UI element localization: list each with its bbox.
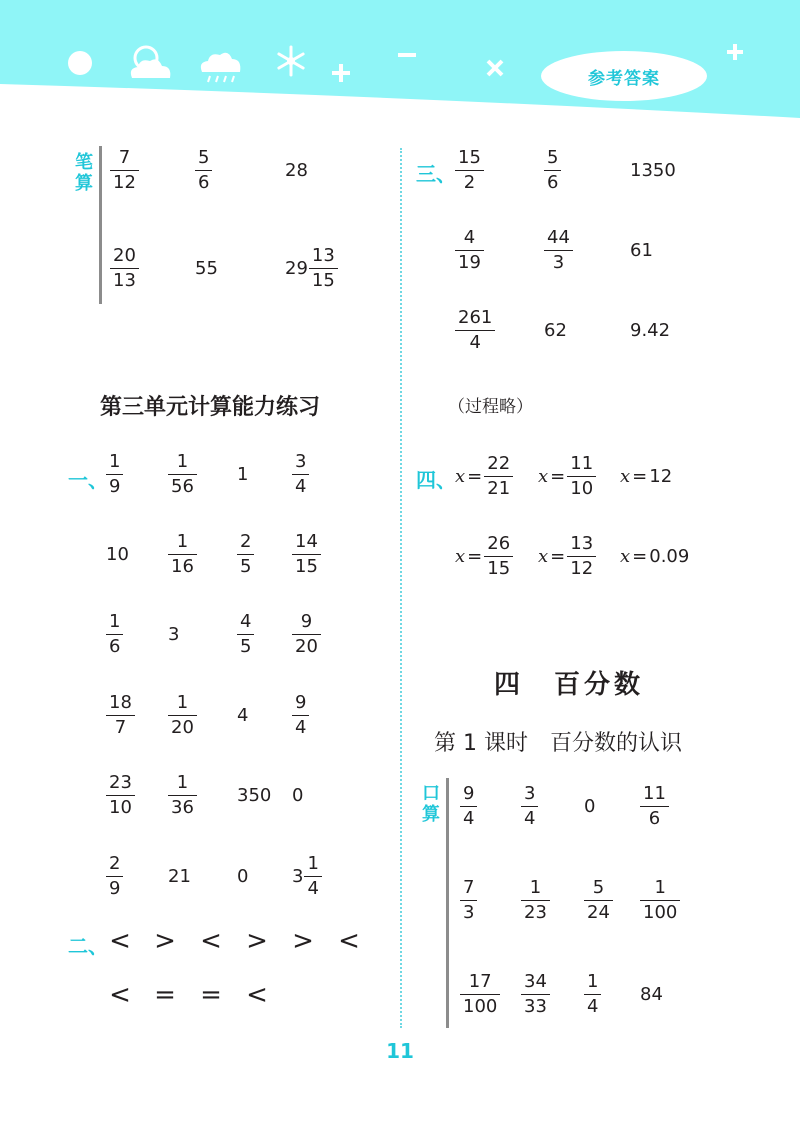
fraction-denominator: 5 [240, 635, 252, 657]
written-calc-label-char: 算 [75, 173, 93, 194]
answer-cell [460, 776, 477, 836]
fraction [521, 877, 550, 924]
fraction-numerator: 4 [463, 226, 476, 248]
process-omitted-note: （过程略） [448, 397, 533, 417]
fraction-denominator: 6 [547, 171, 559, 193]
answer-value: 3 [168, 623, 180, 645]
fraction [292, 451, 309, 498]
fraction-bar [292, 554, 321, 555]
fraction [640, 783, 669, 830]
fraction [584, 877, 613, 924]
oral-calc-label-char: 口 [422, 783, 440, 804]
fraction-denominator: 21 [487, 477, 511, 499]
fraction [168, 772, 197, 819]
answer-value: 10 [106, 543, 129, 565]
section-1-label: 一、 [68, 468, 108, 492]
fraction-bar [640, 806, 669, 807]
answer-cell [237, 846, 248, 906]
fraction-numerator: 5 [592, 876, 605, 898]
fraction [106, 692, 135, 739]
lesson-title: 第 1 课时 百分数的认识 [434, 731, 682, 756]
fraction-numerator: 13 [570, 532, 594, 554]
answer-value: 0 [237, 865, 249, 887]
answer-cell [110, 238, 139, 298]
answer-value: 0 [292, 784, 304, 806]
answer-cell [168, 604, 179, 664]
fraction-denominator: 24 [587, 901, 610, 923]
written-calc-bar [99, 146, 102, 304]
answer-cell [292, 685, 309, 745]
section-3-label: 三、 [416, 162, 456, 186]
fraction-numerator: 7 [463, 876, 475, 898]
fraction-numerator: 1 [176, 771, 189, 793]
fraction-bar [106, 715, 135, 716]
fraction-bar [521, 994, 550, 995]
fraction [168, 692, 197, 739]
fraction-numerator: 1 [176, 450, 189, 472]
fraction-denominator: 4 [587, 995, 599, 1017]
fraction-numerator: 2 [109, 852, 121, 874]
minus-icon [396, 44, 418, 66]
answer-value: 0 [584, 795, 596, 817]
fraction-numerator: 4 [240, 610, 252, 632]
fraction-denominator: 5 [240, 555, 252, 577]
fraction-bar [237, 634, 254, 635]
fraction [544, 227, 573, 274]
plus-icon [330, 62, 352, 84]
equation [538, 453, 596, 500]
fraction-denominator: 4 [295, 716, 307, 738]
page-number: 11 [386, 1039, 414, 1063]
unit-title: 第三单元计算能力练习 [100, 395, 321, 420]
fraction-bar [309, 268, 338, 269]
answer-cell [237, 604, 254, 664]
comparison-symbol: < [200, 926, 222, 956]
comparison-symbol: < [109, 926, 131, 956]
fraction-denominator: 4 [524, 807, 536, 829]
answer-cell [630, 140, 676, 200]
fraction-denominator: 15 [311, 269, 335, 291]
mixed-whole: 3 [292, 865, 304, 887]
fraction-denominator: 10 [570, 477, 594, 499]
equation [620, 546, 689, 567]
fraction-denominator: 20 [171, 716, 194, 738]
fraction-numerator: 1 [307, 852, 319, 874]
answer-cell [292, 765, 303, 825]
answer-cell [237, 444, 248, 504]
fraction-denominator: 7 [114, 716, 127, 738]
comparison-symbol: > [154, 926, 176, 956]
answer-cell [584, 964, 601, 1024]
answer-cell [195, 238, 218, 298]
section-4-label: 四、 [416, 468, 456, 492]
written-calc-label-char: 笔 [75, 152, 93, 173]
oral-calc-bar [446, 778, 449, 1028]
answer-cell [521, 964, 550, 1024]
fraction-numerator: 44 [547, 226, 570, 248]
fraction [304, 853, 321, 900]
answer-cell [292, 524, 321, 584]
comparison-symbol: = [154, 980, 176, 1010]
comparison-symbol: < [109, 980, 131, 1010]
fraction-denominator: 100 [463, 995, 498, 1017]
fraction-denominator: 16 [171, 555, 194, 577]
fraction-bar [567, 476, 596, 477]
fraction [455, 147, 484, 194]
fraction-numerator: 2 [240, 530, 252, 552]
fraction-denominator: 4 [463, 807, 475, 829]
fraction-denominator: 3 [463, 901, 475, 923]
answer-value: 1 [237, 463, 249, 485]
fraction-numerator: 15 [458, 146, 481, 168]
fraction-bar [168, 715, 197, 716]
fraction-bar [460, 806, 477, 807]
answer-cell [237, 524, 254, 584]
answer-cell [168, 846, 191, 906]
answer-cell [538, 446, 608, 506]
fraction-numerator: 1 [176, 530, 189, 552]
fraction [195, 147, 212, 194]
fraction [521, 783, 538, 830]
fraction-bar [640, 900, 680, 901]
equation [620, 466, 672, 487]
answer-cell [292, 846, 322, 906]
answer-value: 84 [640, 983, 663, 1005]
answer-cell [106, 765, 135, 825]
answer-cell [292, 604, 321, 664]
fraction [168, 531, 197, 578]
variable-x: x [538, 465, 549, 487]
fraction-denominator: 56 [171, 475, 194, 497]
fraction-bar [584, 994, 601, 995]
written-calc-label [73, 152, 95, 194]
answer-cell [292, 444, 309, 504]
comparison-symbol: > [292, 926, 314, 956]
fraction-numerator: 34 [524, 970, 547, 992]
fraction-bar [521, 806, 538, 807]
answer-cell [640, 776, 669, 836]
fraction-bar [106, 795, 135, 796]
fraction [460, 783, 477, 830]
mixed-whole: 29 [285, 257, 308, 279]
fraction-numerator: 18 [109, 691, 132, 713]
fraction-bar [521, 900, 550, 901]
fraction-numerator: 1 [109, 610, 121, 632]
answer-cell [455, 140, 484, 200]
comparison-symbol: < [338, 926, 360, 956]
fraction-denominator: 33 [524, 995, 547, 1017]
fraction-bar [237, 554, 254, 555]
answer-cell [168, 685, 197, 745]
cloudy-icon [126, 44, 176, 82]
answer-cell [285, 238, 338, 298]
fraction-numerator: 3 [295, 450, 307, 472]
fraction [455, 227, 484, 274]
comparison-symbol: > [246, 926, 268, 956]
answer-value: 4 [237, 704, 249, 726]
fraction-bar [484, 476, 513, 477]
fraction-numerator: 1 [109, 450, 121, 472]
fraction-numerator: 22 [487, 452, 511, 474]
answer-cell [195, 140, 212, 200]
fraction-denominator: 36 [171, 796, 194, 818]
fraction [237, 611, 254, 658]
fraction-denominator: 19 [458, 251, 481, 273]
fraction-numerator: 7 [118, 146, 131, 168]
answer-value: 0.09 [649, 545, 690, 567]
answer-cell [237, 765, 271, 825]
fraction-bar [460, 900, 477, 901]
fraction-denominator: 12 [113, 171, 136, 193]
answer-cell [455, 446, 525, 506]
fraction-numerator: 1 [529, 876, 542, 898]
comparison-symbol: < [246, 980, 268, 1010]
answer-cell [455, 300, 495, 360]
rain-cloud-icon [198, 46, 244, 86]
fraction-bar [455, 330, 495, 331]
fraction-numerator: 1 [654, 876, 666, 898]
fraction-bar [567, 556, 596, 557]
oral-calc-label-char: 算 [422, 804, 440, 825]
answer-value: 62 [544, 319, 567, 341]
fraction-denominator: 4 [295, 475, 307, 497]
answer-cell [544, 140, 561, 200]
snowflake-icon [275, 45, 307, 77]
answer-value: 1350 [630, 159, 676, 181]
fraction-denominator: 6 [109, 635, 121, 657]
answer-cell [106, 846, 123, 906]
fraction-denominator: 100 [643, 901, 678, 923]
times-icon [485, 58, 505, 78]
fraction-bar [455, 170, 484, 171]
answer-cell [640, 964, 663, 1024]
answer-cell [455, 526, 525, 586]
fraction-numerator: 3 [524, 782, 536, 804]
answer-cell [544, 220, 573, 280]
answer-cell [460, 870, 477, 930]
answer-cell [285, 140, 308, 200]
answer-cell [168, 765, 197, 825]
fraction-numerator: 17 [468, 970, 492, 992]
fraction [460, 971, 500, 1018]
fraction-bar [304, 876, 321, 877]
sun-icon [66, 49, 94, 77]
answer-cell [455, 220, 484, 280]
answer-value: 350 [237, 784, 272, 806]
answer-value: 12 [649, 465, 673, 487]
fraction-bar [544, 250, 573, 251]
answer-cell [544, 300, 567, 360]
answer-cell [106, 524, 129, 584]
fraction [567, 533, 596, 580]
answer-cell [630, 220, 653, 280]
fraction [168, 451, 197, 498]
fraction-denominator: 20 [295, 635, 318, 657]
answer-value: 61 [630, 239, 653, 261]
fraction [110, 245, 139, 292]
answer-key-badge: 参考答案 [541, 51, 707, 101]
fraction [460, 877, 477, 924]
equals-sign: = [632, 545, 648, 567]
fraction-bar [544, 170, 561, 171]
fraction-bar [110, 170, 139, 171]
answer-cell [640, 870, 680, 930]
fraction [292, 611, 321, 658]
answer-cell [168, 524, 197, 584]
fraction [455, 307, 495, 354]
equals-sign: = [467, 545, 483, 567]
answer-cell [237, 685, 248, 745]
chapter-title: 四 百分数 [494, 670, 645, 700]
fraction-bar [106, 634, 123, 635]
answer-cell [521, 870, 550, 930]
answer-cell [584, 870, 613, 930]
answer-cell [110, 140, 139, 200]
fraction-denominator: 12 [570, 557, 594, 579]
fraction [484, 533, 513, 580]
answer-cell [538, 526, 608, 586]
fraction-bar [584, 900, 613, 901]
variable-x: x [455, 465, 466, 487]
fraction-bar [292, 474, 309, 475]
equation [538, 533, 596, 580]
fraction-denominator: 15 [487, 557, 511, 579]
fraction-denominator: 2 [463, 171, 476, 193]
fraction-numerator: 9 [295, 691, 307, 713]
fraction-denominator: 10 [109, 796, 132, 818]
comparison-symbol: = [200, 980, 222, 1010]
fraction-denominator: 15 [295, 555, 318, 577]
fraction-bar [455, 250, 484, 251]
fraction [106, 451, 123, 498]
equals-sign: = [632, 465, 648, 487]
answer-cell [620, 446, 684, 506]
answer-cell [460, 964, 500, 1024]
fraction-numerator: 5 [198, 146, 210, 168]
fraction-numerator: 261 [458, 306, 493, 328]
answer-cell [620, 526, 701, 586]
fraction [110, 147, 139, 194]
fraction-bar [106, 474, 123, 475]
answer-value: 28 [285, 159, 308, 181]
answer-value: 9.42 [630, 319, 671, 341]
answer-value: 55 [195, 257, 218, 279]
answer-cell [168, 444, 197, 504]
fraction-bar [460, 994, 500, 995]
section-2-label: 二、 [68, 934, 108, 958]
fraction-bar [292, 715, 309, 716]
fraction-numerator: 26 [487, 532, 511, 554]
fraction-numerator: 9 [463, 782, 475, 804]
variable-x: x [538, 545, 549, 567]
variable-x: x [620, 465, 631, 487]
answer-cell [584, 776, 595, 836]
variable-x: x [455, 545, 466, 567]
answer-cell [106, 685, 135, 745]
fraction-bar [168, 554, 197, 555]
fraction-numerator: 14 [295, 530, 318, 552]
fraction-numerator: 1 [176, 691, 189, 713]
fraction [521, 971, 550, 1018]
fraction-numerator: 9 [300, 610, 313, 632]
fraction [309, 245, 338, 292]
variable-x: x [620, 545, 631, 567]
fraction [484, 453, 513, 500]
fraction-denominator: 4 [469, 331, 481, 353]
equals-sign: = [550, 465, 566, 487]
plus-icon [725, 42, 745, 62]
fraction-bar [168, 474, 197, 475]
fraction [106, 772, 135, 819]
answer-value: 21 [168, 865, 191, 887]
fraction-denominator: 9 [109, 475, 121, 497]
answer-cell [106, 604, 123, 664]
answer-cell [106, 444, 123, 504]
answer-cell [630, 300, 670, 360]
fraction-numerator: 11 [570, 452, 594, 474]
equation [455, 453, 513, 500]
fraction [106, 611, 123, 658]
fraction-bar [195, 170, 212, 171]
fraction-numerator: 13 [311, 244, 335, 266]
fraction [544, 147, 561, 194]
fraction [584, 971, 601, 1018]
fraction-numerator: 1 [587, 970, 599, 992]
fraction-numerator: 20 [113, 244, 136, 266]
fraction-denominator: 23 [524, 901, 547, 923]
fraction [237, 531, 254, 578]
oral-calc-label [420, 783, 442, 825]
fraction-bar [106, 876, 123, 877]
fraction-denominator: 6 [648, 807, 661, 829]
fraction-denominator: 6 [198, 171, 210, 193]
fraction-denominator: 3 [552, 251, 565, 273]
fraction-numerator: 5 [547, 146, 559, 168]
fraction-denominator: 9 [109, 877, 121, 899]
answer-cell [521, 776, 538, 836]
fraction-denominator: 13 [113, 269, 136, 291]
fraction [292, 692, 309, 739]
fraction [640, 877, 680, 924]
fraction [292, 531, 321, 578]
fraction-bar [168, 795, 197, 796]
fraction-bar [110, 268, 139, 269]
fraction-bar [292, 634, 321, 635]
fraction-denominator: 4 [307, 877, 319, 899]
fraction-numerator: 11 [643, 782, 666, 804]
equals-sign: = [550, 545, 566, 567]
fraction [106, 853, 123, 900]
fraction-numerator: 23 [109, 771, 132, 793]
equation [455, 533, 513, 580]
fraction-bar [484, 556, 513, 557]
fraction [567, 453, 596, 500]
column-divider [400, 148, 402, 1028]
equals-sign: = [467, 465, 483, 487]
